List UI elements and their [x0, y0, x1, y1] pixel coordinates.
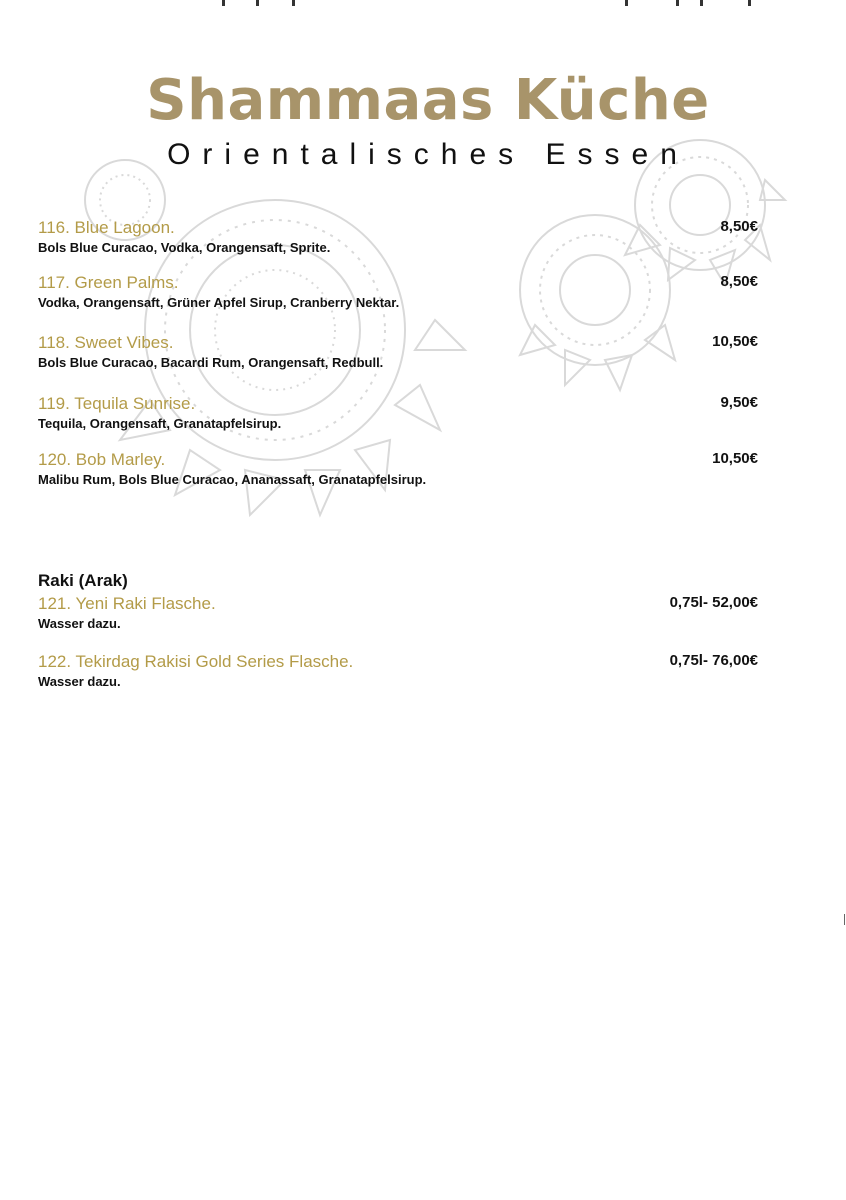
scan-edge-mark — [844, 914, 845, 925]
item-price: 0,75l- 76,00€ — [669, 652, 758, 669]
item-price: 10,50€ — [712, 333, 758, 350]
menu-item — [38, 652, 758, 691]
item-name: 122. Tekirdag Rakisi Gold Series Flasche. — [38, 652, 354, 671]
menu-item — [38, 394, 758, 433]
item-name: 116. Blue Lagoon. — [38, 218, 175, 237]
item-name: 117. Green Palms. — [38, 273, 179, 292]
item-price: 8,50€ — [720, 273, 758, 290]
page-title: Shammaas Küche — [146, 68, 710, 133]
item-description: Bols Blue Curacao, Bacardi Rum, Orangensaft, Redbull. — [38, 355, 384, 370]
menu-item — [38, 450, 758, 489]
section-title-raki: Raki (Arak) — [38, 571, 128, 590]
item-description: Tequila, Orangensaft, Granatapfelsirup. — [38, 416, 282, 431]
menu-item — [38, 273, 758, 312]
item-price: 8,50€ — [720, 218, 758, 235]
item-description: Malibu Rum, Bols Blue Curacao, Ananassaft, Granatapfelsirup. — [38, 472, 427, 487]
menu-item — [38, 594, 758, 633]
item-price: 10,50€ — [712, 450, 758, 467]
item-price: 0,75l- 52,00€ — [669, 594, 758, 611]
item-description: Vodka, Orangensaft, Grüner Apfel Sirup, Cranberry Nektar. — [38, 295, 400, 310]
item-description: Wasser dazu. — [38, 674, 121, 689]
item-description: Bols Blue Curacao, Vodka, Orangensaft, Sprite. — [38, 240, 331, 255]
menu-item — [38, 218, 758, 257]
item-name: 120. Bob Marley. — [38, 450, 166, 469]
page-subtitle: Orientalisches Essen — [167, 138, 689, 171]
menu-item — [38, 333, 758, 372]
item-price: 9,50€ — [720, 394, 758, 411]
item-description: Wasser dazu. — [38, 616, 121, 631]
item-name: 119. Tequila Sunrise. — [38, 394, 196, 413]
item-name: 118. Sweet Vibes. — [38, 333, 174, 352]
item-name: 121. Yeni Raki Flasche. — [38, 594, 216, 613]
